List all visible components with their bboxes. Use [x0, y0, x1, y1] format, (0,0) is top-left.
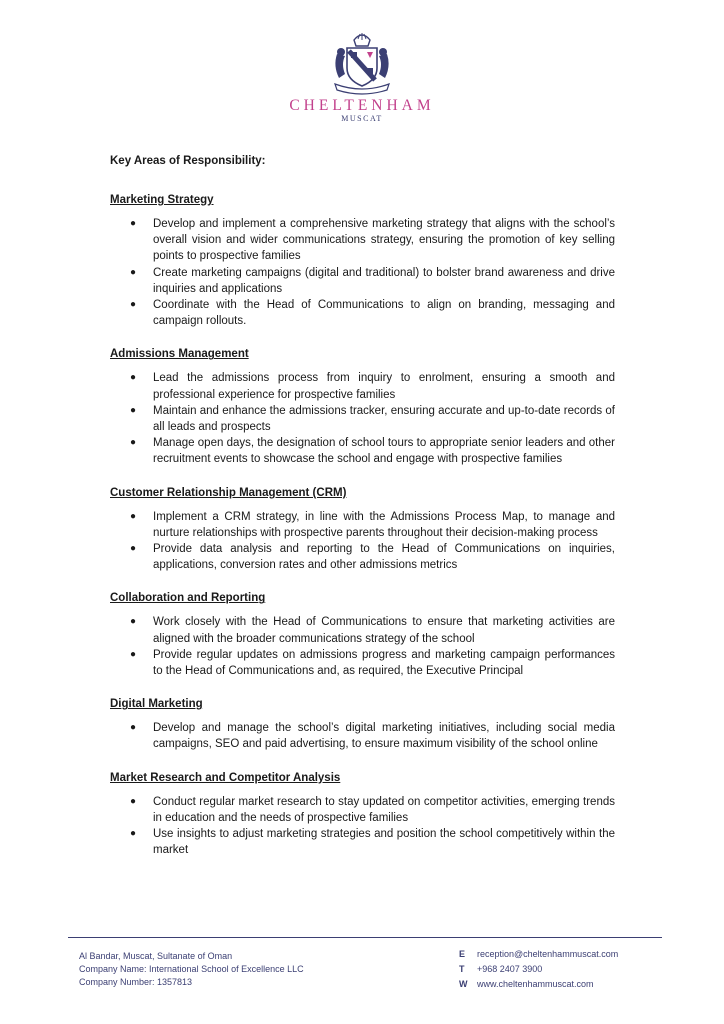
bullet-icon: ●	[130, 648, 137, 660]
footer-divider	[68, 937, 662, 938]
list-item-text: Develop and implement a comprehensive marketing strategy that aligns with the school’s overall vision and wider communications strategy, ensuring the promotion of key selling points to prospective families	[153, 218, 615, 263]
bullet-list	[110, 720, 615, 752]
section	[110, 697, 615, 752]
phone-key: T	[459, 964, 465, 974]
bullet-list	[110, 370, 615, 467]
list-item	[110, 614, 615, 646]
list-item	[110, 794, 615, 826]
list-item-text: Implement a CRM strategy, in line with the Admissions Process Map, to manage and nurture relationships with prospective parents throughout their decision-making process	[153, 510, 615, 539]
list-item	[110, 647, 615, 679]
section	[110, 771, 615, 859]
section	[110, 347, 615, 467]
bullet-icon: ●	[130, 404, 137, 416]
footer-phone-row	[459, 962, 618, 977]
list-item	[110, 370, 615, 402]
list-item	[110, 216, 615, 265]
school-crest-icon	[327, 30, 397, 96]
bullet-icon: ●	[130, 795, 137, 807]
school-name: CHELTENHAM	[289, 97, 435, 114]
footer-web-row	[459, 977, 618, 992]
bullet-icon: ●	[130, 218, 137, 229]
footer-company-name: Company Name: International School of Excellence LLC	[79, 964, 304, 974]
responsibility-sections	[110, 193, 615, 858]
list-item-text: Provide data analysis and reporting to the Head of Communications on inquiries, applications, conversion rates and other admissions metrics	[153, 543, 615, 572]
bullet-list	[110, 216, 615, 329]
section-title: Digital Marketing	[110, 698, 203, 711]
list-item-text: Create marketing campaigns (digital and traditional) to bolster brand awareness and drive inquiries and applications	[153, 266, 615, 295]
section	[110, 591, 615, 679]
section	[110, 486, 615, 574]
school-logo	[0, 30, 724, 124]
list-item-text: Conduct regular market research to stay updated on competitor activities, emerging trends in education and the needs of prospective families	[153, 795, 615, 824]
list-item-text: Manage open days, the designation of school tours to appropriate senior leaders and other recruitment events to showcase the school and engage with prospective families	[153, 437, 615, 466]
bullet-list	[110, 794, 615, 859]
list-item	[110, 435, 615, 467]
list-item-text: Maintain and enhance the admissions tracker, ensuring accurate and up-to-date records of all leads and prospects	[153, 404, 615, 434]
list-item-text: Develop and manage the school’s digital marketing initiatives, including social media campaigns, SEO and paid advertising, to ensure maximum visibility of the school online	[153, 722, 615, 751]
web-key: W	[459, 979, 468, 989]
list-item-text: Use insights to adjust marketing strategies and position the school competitively within the market	[153, 828, 615, 857]
list-item	[110, 720, 615, 752]
list-item	[110, 509, 615, 541]
section-title: Marketing Strategy	[110, 194, 214, 206]
bullet-list	[110, 614, 615, 679]
list-item	[110, 826, 615, 858]
section-title: Collaboration and Reporting	[110, 592, 266, 605]
section-title: Customer Relationship Management (CRM)	[110, 486, 347, 499]
list-item-text: Coordinate with the Head of Communications to align on branding, messaging and campaign rollouts.	[153, 299, 615, 328]
bullet-icon: ●	[130, 266, 137, 278]
bullet-list	[110, 509, 615, 574]
bullet-icon: ●	[130, 437, 137, 449]
email-key: E	[459, 949, 466, 959]
footer-company-number: Company Number: 1357813	[79, 977, 193, 987]
section-title: Market Research and Competitor Analysis	[110, 771, 341, 784]
school-location: MUSCAT	[341, 114, 383, 123]
bullet-icon: ●	[130, 616, 137, 628]
bullet-icon: ●	[130, 299, 137, 311]
bullet-icon: ●	[130, 828, 137, 840]
bullet-icon: ●	[130, 510, 137, 522]
footer-company-info	[79, 950, 304, 988]
bullet-icon: ●	[130, 722, 137, 734]
section-title: Admissions Management	[110, 348, 249, 361]
list-item-text: Lead the admissions process from inquiry to enrolment, ensuring a smooth and professional experience for prospective families	[153, 372, 615, 401]
footer-email-link[interactable]: reception@cheltenhammuscat.com	[477, 949, 619, 959]
bullet-icon: ●	[130, 372, 137, 384]
footer-contact-info	[459, 947, 618, 992]
footer-address: Al Bandar, Muscat, Sultanate of Oman	[79, 951, 233, 961]
list-item	[110, 403, 615, 435]
section	[110, 193, 615, 329]
list-item-text: Work closely with the Head of Communications to ensure that marketing activities are aligned with the broader communications strategy of the school	[153, 616, 615, 645]
document-body	[110, 154, 615, 876]
list-item-text: Provide regular updates on admissions progress and marketing campaign performances to the Head of Communications and, as required, the Executive Principal	[153, 648, 615, 678]
list-item	[110, 541, 615, 573]
bullet-icon: ●	[130, 543, 137, 555]
page-heading: Key Areas of Responsibility:	[110, 155, 266, 167]
footer-phone: +968 2407 3900	[477, 964, 543, 974]
footer-email-row	[459, 947, 618, 962]
list-item	[110, 297, 615, 329]
footer-website-link[interactable]: www.cheltenhammuscat.com	[477, 979, 594, 989]
list-item	[110, 265, 615, 297]
